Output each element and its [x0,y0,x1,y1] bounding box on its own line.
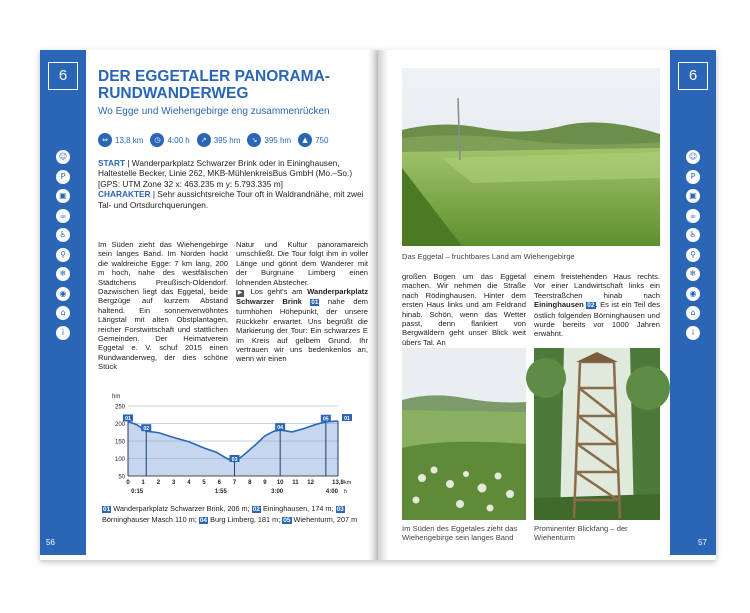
left-feature-icons [52,150,74,345]
text-column-1: Im Süden zieht das Wiehengebirge sein langes Band. Im Norden hockt die waldreiche Egge: 7 km lang, 200 m hoch, nahe des westfälischen Städtchens Preußisch-Oldendorf. Dazwischen liegt das Eggetal, beide Bergzüge auf kurzem Abstand haltend. Ein sonnenverwöhntes Längstal mit alten Obstplantagen, reicher Forstwirtschaft und stattlichen Gemeinden. Der Heimatverein Eggetal e. V. schuf 2015 einen Rundwanderweg, der dies schöne Stück [98,240,228,372]
waypoint-legend [102,504,372,525]
ascent-icon: ↗ [197,133,211,147]
left-chapter-band [40,50,86,555]
food-icon: ☕ [56,209,70,223]
time-label: 1:55 [214,489,227,495]
parking-icon: P [686,170,700,184]
col2-bold-place: Wanderparkplatz Schwarzer Brink [236,287,368,307]
legend-waypoint-text: Eininghausen, 174 m; [260,504,336,513]
fact-value: 395 hm [213,135,241,145]
x-tick-label: 12 [307,480,314,486]
restaurant-icon: ⚲ [56,248,70,262]
fact-value: 4:00 h [167,135,190,145]
character-label: CHARAKTER [98,189,151,200]
chapter-number-left: 6 [48,62,78,90]
wheelchair-icon: ♿ [56,228,70,242]
x-tick-label: 9 [263,480,267,486]
right-text-column-1: großen Bogen um das Eggetal machen. Wir nehmen die Straße nach Rödinghausen. Hinter dem ersten Haus links und am Feldrand hinab. Schön, wenn das Wetter passt, denn flankiert von Bergwäldern geht unser Blick weit übers Tal. An [402,272,526,347]
info-icon: i [686,326,700,340]
x-tick-label: 3 [171,480,176,486]
bus-icon: ▣ [56,189,70,203]
legend-waypoint-number: 01 [103,506,111,513]
restaurant-icon: ⚲ [686,248,700,262]
info-icon: i [56,326,70,340]
book-gutter [368,50,388,560]
family-icon: ☺ [56,150,70,164]
fact-value: 750 [315,135,329,145]
legend-waypoint-text: Börninghauser Masch 110 m; [102,514,199,524]
y-tick-label: 250 [114,404,125,411]
legend-waypoint-text: Wanderparkplatz Schwarzer Brink, 206 m; [111,504,252,513]
x-tick-label: 11 [292,480,299,486]
waypoint-label: 04 [277,424,284,431]
fact-value: 395 hm [264,135,292,145]
photo-wiehenturm [534,348,660,520]
x-tick-label: 13,8 [332,480,344,486]
tour-facts [98,132,332,148]
photo-eggetal-field [402,68,660,246]
y-tick-label: 150 [114,439,125,446]
tour-info [98,158,370,210]
tour-subtitle: Wo Egge und Wiehengebirge eng zusammenrücken [98,106,330,117]
title-line-1: DER EGGETALER PANORAMA- [98,68,330,85]
page-number-left: 56 [46,538,55,547]
legend-waypoint-text: Wiehenturm, 207 m [291,514,358,524]
right-col2-text-a: einem freistehenden Haus rechts. Vor einer Landwirtschaft links ein Teerstraßchen hinab nach [534,272,660,300]
distance-icon: ⇔ [98,133,112,147]
waypoint-badge-2: 02 [587,302,595,310]
text-column-2 [236,240,368,364]
caption-eggetal: Das Eggetal – fruchtbares Land am Wiehengebirge [402,252,575,261]
chapter-number-right: 6 [678,62,708,90]
clock-icon: ◷ [150,133,164,147]
x-tick-label: 5 [202,480,206,486]
elevation-icon: ▲ [298,133,312,147]
shelter-icon: ⌂ [56,306,70,320]
right-col2-bold-place: Eininghausen [534,300,584,310]
wheelchair-icon: ♿ [686,228,700,242]
start-label: START [98,158,126,168]
waypoint-label: 05 [322,416,329,423]
open-book [40,40,716,570]
col2-paragraph-1: Natur und Kultur panoramareich umschließt. Die Tour folgt ihm in voller Länge und gönnt dem Wanderer mit der Burgruine Limberg einen lohnenden Abstecher. [236,240,368,287]
caption-wiehengebirge: Im Süden des Eggetales zieht das Wiehengebirge sein langes Band [402,524,518,543]
start-text: | Wanderparkplatz Schwarzer Brink oder in Eininghausen, Haltestelle Becker, Linie 262, MKB-MühlenkreisBus GmbH (Mo.–So.) [GPS: UTM Zone 32 x: 463.235 m y: 5.793.335 m] [98,158,353,189]
right-text-column-2 [534,272,660,339]
x-unit-label: km [344,480,352,486]
y-tick-label: 50 [118,474,125,481]
time-label: 4:00 [325,489,338,495]
x-tick-label: 1 [141,480,145,486]
time-label: 0:15 [131,489,144,495]
time-unit-label: h [344,489,348,495]
y-tick-label: 200 [114,422,125,428]
descent-icon: ↘ [247,133,261,147]
family-icon: ☺ [686,150,700,164]
elevation-profile [106,392,352,502]
waypoint-label: 03 [231,456,238,463]
col2-text-b: nahe dem turmhohen Höhepunkt, der unsere Rückkehr erwartet. Uns begrüßt die Markierung der Tour: Ein schwarzes E im Kreis auf gelbem Grund. Ihr vertrauen wir uns bedenkenlos an, wenn wir einen [236,297,368,364]
y-unit-label: hm [112,394,121,400]
photo-wiehengebirge [402,348,526,520]
title-line-2: RUNDWANDERWEG [98,85,249,102]
right-col2-text-b: . Es ist ein Teil des östlich folgenden Börninghausen und wurde bereits vor 1000 Jahren erwähnt. [534,300,660,339]
view-icon: ◉ [686,287,700,301]
legend-waypoint-number: 02 [252,506,260,513]
fact-value: 13,8 km [115,135,144,145]
parking-icon: P [56,170,70,184]
right-feature-icons [682,150,704,345]
x-tick-label: 8 [248,480,252,486]
waypoint-label: 01 [344,415,350,422]
view-icon: ◉ [56,287,70,301]
col2-text-a: Los geht's am [246,287,308,297]
legend-waypoint-number: 03 [336,506,344,513]
x-tick-label: 0 [126,480,130,486]
shelter-icon: ⌂ [686,306,700,320]
x-tick-label: 6 [217,480,221,486]
food-icon: ☕ [686,209,700,223]
legend-waypoint-text: Burg Limberg, 181 m; [208,514,283,524]
y-tick-label: 100 [114,457,125,463]
bus-icon: ▣ [686,189,700,203]
profile-area [128,421,338,476]
winter-icon: ❄ [56,267,70,281]
x-tick-label: 10 [276,480,284,486]
waypoint-badge: 01 [311,299,319,307]
legend-waypoint-number: 04 [199,516,208,524]
winter-icon: ❄ [686,267,700,281]
waypoint-label: 01 [125,416,131,423]
waypoint-label: 02 [143,426,150,432]
arrow-marker-icon: ▶ [237,290,243,297]
caption-wiehenturm: Prominenter Blickfang – der Wiehenturm [534,524,628,543]
legend-waypoint-number: 05 [283,516,291,524]
right-chapter-band [670,50,716,555]
page-number-right: 57 [698,538,707,547]
time-label: 3:00 [271,489,284,495]
x-tick-label: 7 [232,480,237,486]
x-tick-label: 4 [187,480,191,486]
character-text: | Sehr aussichtsreiche Tour oft in Waldrandnähe, mit zwei Tal- und Ortsdurchquerungen. [98,189,364,210]
x-tick-label: 2 [156,480,161,486]
tour-title [98,68,368,102]
